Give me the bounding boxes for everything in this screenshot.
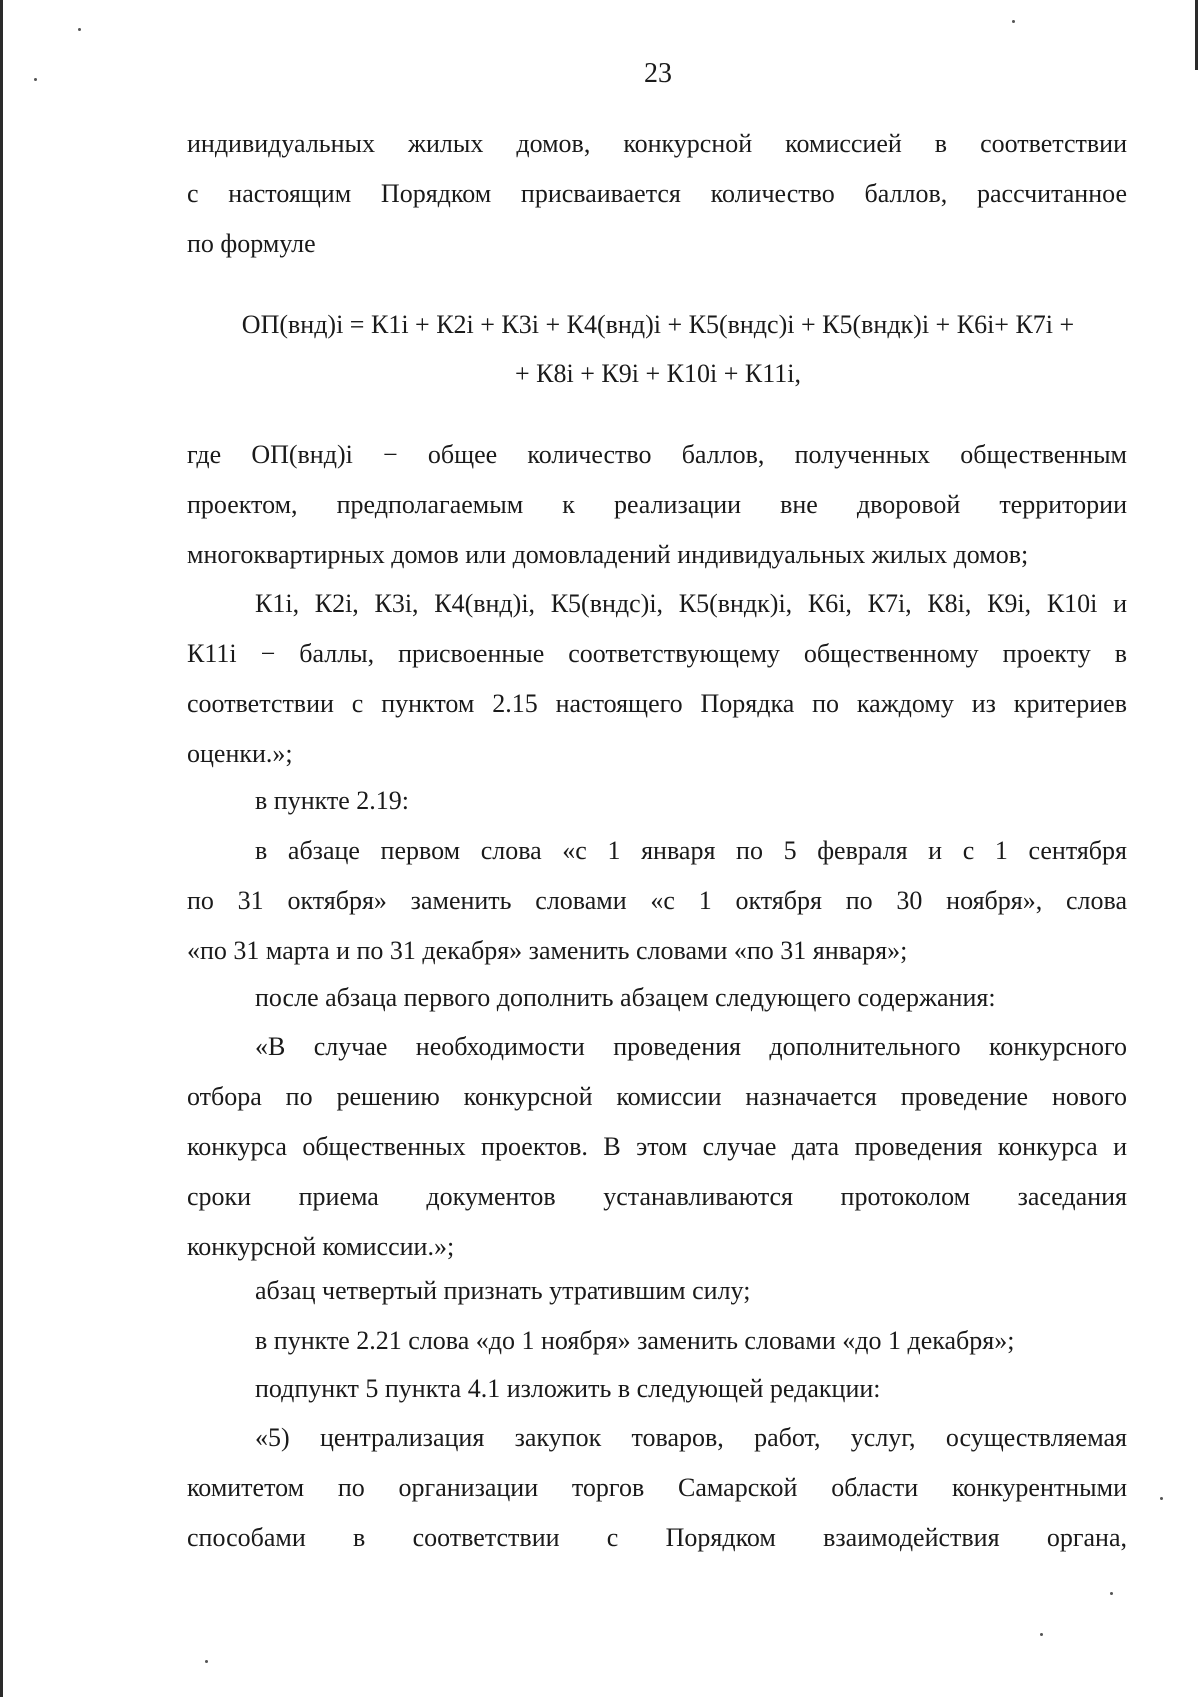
- after-first-paragraph: [187, 973, 1127, 1023]
- text-line: в пункте 2.21 слова «до 1 ноября» заменить словами «до 1 декабря»;: [255, 1326, 1015, 1355]
- new-paragraph: [187, 1022, 1127, 1272]
- subpoint-5-intro: [187, 1364, 1127, 1414]
- text-line: конкурса общественных проектов. В этом случае дата проведения конкурса и: [187, 1132, 1127, 1161]
- text-line: сроки приема документов устанавливаются протоколом заседания: [187, 1182, 1127, 1211]
- scan-speck: [78, 28, 81, 31]
- scan-left-edge: [0, 0, 3, 1697]
- scan-speck: [1040, 1633, 1043, 1636]
- text-line: в абзаце первом слова «с 1 января по 5 февраля и с 1 сентября: [255, 836, 1127, 865]
- point-2-19-paragraph: [187, 776, 1127, 826]
- text-line: К11i − баллы, присвоенные соответствующему общественному проекту в: [187, 639, 1127, 668]
- text-line: где ОП(внд)i − общее количество баллов, полученных общественным: [187, 440, 1127, 469]
- text-line: оценки.»;: [187, 739, 293, 768]
- text-line: «5) централизация закупок товаров, работ, услуг, осуществляемая: [255, 1423, 1127, 1452]
- text-line: «В случае необходимости проведения дополнительного конкурсного: [255, 1032, 1127, 1061]
- page-number: 23: [644, 58, 672, 89]
- text-line: подпункт 5 пункта 4.1 изложить в следующей редакции:: [255, 1374, 881, 1403]
- first-paragraph-amendment: [187, 826, 1127, 976]
- text-line: с настоящим Порядком присваивается количество баллов, рассчитанное: [187, 179, 1127, 208]
- text-line: абзац четвертый признать утратившим силу;: [255, 1276, 751, 1305]
- intro-paragraph: [187, 119, 1127, 269]
- centralization-paragraph: [187, 1413, 1127, 1563]
- formula-line-2: + К8i + К9i + К10i + К11i,: [515, 359, 801, 388]
- text-line: в пункте 2.19:: [255, 786, 410, 815]
- formula-line-1: ОП(внд)i = К1i + К2i + К3i + К4(внд)i + К5(вндс)i + К5(вндк)i + К6i+ К7i +: [241, 310, 1075, 339]
- text-line: способами в соответствии с Порядком взаимодействия органа,: [187, 1523, 1127, 1552]
- text-line: по 31 октября» заменить словами «с 1 октября по 30 ноября», слова: [187, 886, 1127, 915]
- text-line: проектом, предполагаемым к реализации вне дворовой территории: [187, 490, 1127, 519]
- scan-speck: [1012, 20, 1015, 23]
- coefficient-paragraph: [187, 579, 1127, 779]
- scan-speck: [1110, 1592, 1113, 1595]
- text-line: по формуле: [187, 229, 316, 258]
- text-line: соответствии с пунктом 2.15 настоящего Порядка по каждому из критериев: [187, 689, 1127, 718]
- scan-speck: [205, 1660, 208, 1663]
- fourth-paragraph-repeal: [187, 1266, 1127, 1316]
- text-line: К1i, К2i, К3i, К4(внд)i, К5(вндс)i, К5(вндк)i, К6i, К7i, К8i, К9i, К10i и: [255, 589, 1127, 618]
- scan-speck: [1160, 1497, 1163, 1500]
- point-2-21-amendment: [187, 1316, 1127, 1366]
- text-line: отбора по решению конкурсной комиссии назначается проведение нового: [187, 1082, 1127, 1111]
- text-line: многоквартирных домов или домовладений индивидуальных жилых домов;: [187, 540, 1029, 569]
- text-line: конкурсной комиссии.»;: [187, 1232, 455, 1261]
- text-line: индивидуальных жилых домов, конкурсной комиссией в соответствии: [187, 129, 1127, 158]
- text-line: «по 31 марта и по 31 декабря» заменить словами «по 31 января»;: [187, 936, 908, 965]
- text-line: после абзаца первого дополнить абзацем следующего содержания:: [255, 983, 996, 1012]
- definition-paragraph: [187, 430, 1127, 580]
- text-line: комитетом по организации торгов Самарской области конкурентными: [187, 1473, 1127, 1502]
